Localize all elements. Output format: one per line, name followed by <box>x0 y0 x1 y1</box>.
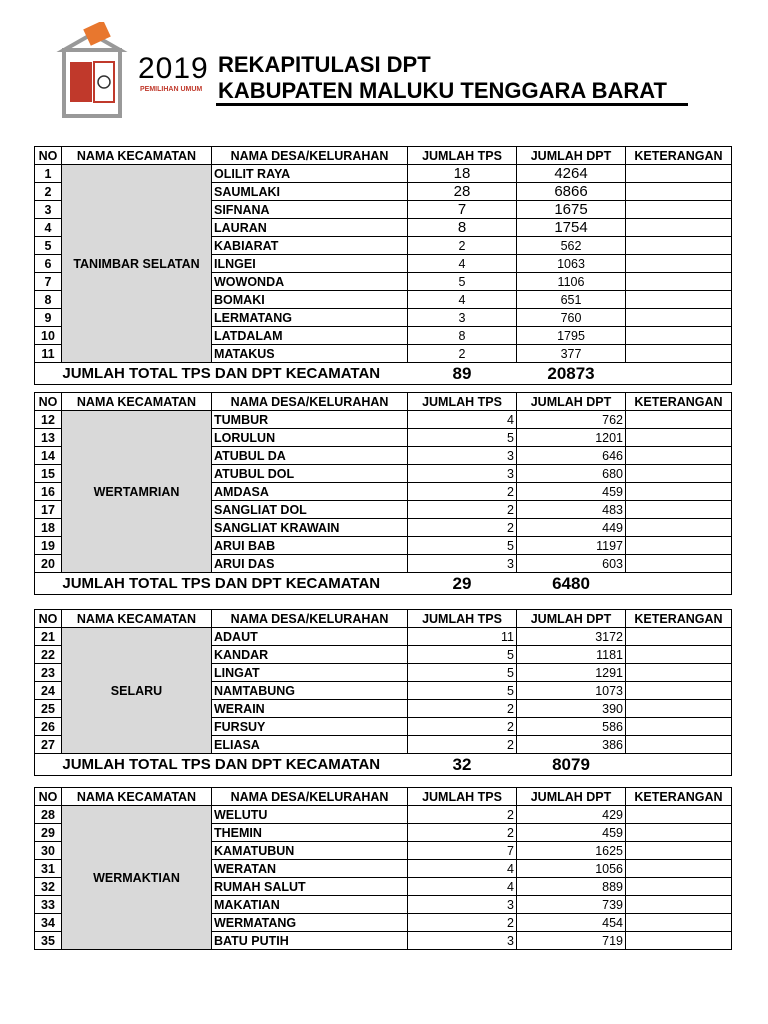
row-number: 19 <box>35 537 62 555</box>
row-number: 10 <box>35 327 62 345</box>
desa-name: THEMIN <box>212 824 408 842</box>
jumlah-dpt: 762 <box>517 411 626 429</box>
column-header: JUMLAH DPT <box>517 610 626 628</box>
keterangan <box>626 411 732 429</box>
column-header: NAMA KECAMATAN <box>62 147 212 165</box>
summary-row <box>35 754 732 776</box>
keterangan <box>626 628 732 646</box>
desa-name: KABIARAT <box>212 237 408 255</box>
section-table <box>34 146 732 385</box>
jumlah-tps: 3 <box>408 447 517 465</box>
desa-name: WELUTU <box>212 806 408 824</box>
pemilu-label: PEMILIHAN UMUM <box>140 86 203 93</box>
desa-name: ELIASA <box>212 736 408 754</box>
keterangan <box>626 824 732 842</box>
row-number: 33 <box>35 896 62 914</box>
row-number: 17 <box>35 501 62 519</box>
keterangan <box>626 483 732 501</box>
keterangan <box>626 860 732 878</box>
jumlah-dpt: 459 <box>517 824 626 842</box>
desa-name: KANDAR <box>212 646 408 664</box>
row-number: 13 <box>35 429 62 447</box>
row-number: 22 <box>35 646 62 664</box>
column-header: JUMLAH TPS <box>408 393 517 411</box>
jumlah-dpt: 449 <box>517 519 626 537</box>
jumlah-tps: 7 <box>408 842 517 860</box>
keterangan <box>626 237 732 255</box>
keterangan <box>626 519 732 537</box>
document-subtitle: KABUPATEN MALUKU TENGGARA BARAT <box>218 78 667 103</box>
jumlah-dpt: 562 <box>517 237 626 255</box>
jumlah-dpt: 719 <box>517 932 626 950</box>
summary-row <box>35 363 732 385</box>
column-header: NAMA KECAMATAN <box>62 393 212 411</box>
summary-label: JUMLAH TOTAL TPS DAN DPT KECAMATAN <box>35 754 408 776</box>
row-number: 31 <box>35 860 62 878</box>
column-header: NO <box>35 788 62 806</box>
column-header: NAMA DESA/KELURAHAN <box>212 610 408 628</box>
jumlah-tps: 3 <box>408 465 517 483</box>
jumlah-dpt: 429 <box>517 806 626 824</box>
desa-name: OLILIT RAYA <box>212 165 408 183</box>
row-number: 9 <box>35 309 62 327</box>
kecamatan-name: WERMAKTIAN <box>62 806 212 950</box>
keterangan <box>626 682 732 700</box>
jumlah-tps: 2 <box>408 483 517 501</box>
desa-name: FURSUY <box>212 718 408 736</box>
jumlah-dpt: 1675 <box>517 201 626 219</box>
desa-name: LAURAN <box>212 219 408 237</box>
desa-name: ILNGEI <box>212 255 408 273</box>
row-number: 21 <box>35 628 62 646</box>
jumlah-dpt: 739 <box>517 896 626 914</box>
jumlah-tps: 2 <box>408 824 517 842</box>
jumlah-tps: 8 <box>408 327 517 345</box>
jumlah-dpt: 1754 <box>517 219 626 237</box>
row-number: 4 <box>35 219 62 237</box>
row-number: 2 <box>35 183 62 201</box>
jumlah-tps: 2 <box>408 914 517 932</box>
keterangan <box>626 736 732 754</box>
jumlah-tps: 3 <box>408 896 517 914</box>
jumlah-tps: 8 <box>408 219 517 237</box>
desa-name: ARUI DAS <box>212 555 408 573</box>
row-number: 8 <box>35 291 62 309</box>
jumlah-dpt: 603 <box>517 555 626 573</box>
desa-name: KAMATUBUN <box>212 842 408 860</box>
jumlah-dpt: 1197 <box>517 537 626 555</box>
jumlah-dpt: 6866 <box>517 183 626 201</box>
row-number: 7 <box>35 273 62 291</box>
row-number: 29 <box>35 824 62 842</box>
section-table <box>34 787 732 950</box>
jumlah-dpt: 1795 <box>517 327 626 345</box>
jumlah-dpt: 889 <box>517 878 626 896</box>
row-number: 12 <box>35 411 62 429</box>
column-header: NO <box>35 147 62 165</box>
row-number: 3 <box>35 201 62 219</box>
jumlah-dpt: 646 <box>517 447 626 465</box>
column-header: KETERANGAN <box>626 610 732 628</box>
column-header: JUMLAH DPT <box>517 788 626 806</box>
summary-row <box>35 573 732 595</box>
column-header: JUMLAH TPS <box>408 788 517 806</box>
jumlah-dpt: 1201 <box>517 429 626 447</box>
total-tps: 32 <box>408 754 517 776</box>
desa-name: ADAUT <box>212 628 408 646</box>
row-number: 1 <box>35 165 62 183</box>
keterangan <box>626 219 732 237</box>
jumlah-dpt: 1625 <box>517 842 626 860</box>
summary-blank <box>626 363 732 385</box>
jumlah-tps: 7 <box>408 201 517 219</box>
jumlah-dpt: 386 <box>517 736 626 754</box>
jumlah-tps: 2 <box>408 806 517 824</box>
kecamatan-name: SELARU <box>62 628 212 754</box>
jumlah-dpt: 3172 <box>517 628 626 646</box>
election-year: 2019 <box>138 52 209 85</box>
header-row <box>35 147 732 165</box>
desa-name: LERMATANG <box>212 309 408 327</box>
row-number: 11 <box>35 345 62 363</box>
desa-name: WERATAN <box>212 860 408 878</box>
row-number: 16 <box>35 483 62 501</box>
row-number: 32 <box>35 878 62 896</box>
kpu-ballot-box-logo <box>56 22 128 120</box>
jumlah-dpt: 680 <box>517 465 626 483</box>
jumlah-dpt: 4264 <box>517 165 626 183</box>
row-number: 6 <box>35 255 62 273</box>
table-row <box>35 411 732 429</box>
header-row <box>35 788 732 806</box>
total-dpt: 8079 <box>517 754 626 776</box>
keterangan <box>626 183 732 201</box>
row-number: 28 <box>35 806 62 824</box>
keterangan <box>626 309 732 327</box>
jumlah-tps: 28 <box>408 183 517 201</box>
jumlah-tps: 4 <box>408 411 517 429</box>
jumlah-tps: 2 <box>408 519 517 537</box>
keterangan <box>626 201 732 219</box>
desa-name: RUMAH SALUT <box>212 878 408 896</box>
table-row <box>35 165 732 183</box>
jumlah-dpt: 377 <box>517 345 626 363</box>
keterangan <box>626 718 732 736</box>
jumlah-tps: 2 <box>408 700 517 718</box>
desa-name: MATAKUS <box>212 345 408 363</box>
column-header: KETERANGAN <box>626 147 732 165</box>
column-header: KETERANGAN <box>626 393 732 411</box>
jumlah-dpt: 459 <box>517 483 626 501</box>
column-header: JUMLAH TPS <box>408 147 517 165</box>
row-number: 35 <box>35 932 62 950</box>
jumlah-tps: 3 <box>408 932 517 950</box>
jumlah-tps: 2 <box>408 345 517 363</box>
column-header: NAMA KECAMATAN <box>62 610 212 628</box>
jumlah-tps: 4 <box>408 255 517 273</box>
total-dpt: 20873 <box>517 363 626 385</box>
jumlah-tps: 2 <box>408 718 517 736</box>
keterangan <box>626 842 732 860</box>
desa-name: LORULUN <box>212 429 408 447</box>
total-dpt: 6480 <box>517 573 626 595</box>
keterangan <box>626 465 732 483</box>
desa-name: BATU PUTIH <box>212 932 408 950</box>
desa-name: WOWONDA <box>212 273 408 291</box>
row-number: 25 <box>35 700 62 718</box>
summary-blank <box>626 754 732 776</box>
desa-name: SIFNANA <box>212 201 408 219</box>
section-table <box>34 609 732 776</box>
desa-name: AMDASA <box>212 483 408 501</box>
jumlah-tps: 5 <box>408 273 517 291</box>
keterangan <box>626 291 732 309</box>
keterangan <box>626 664 732 682</box>
summary-label: JUMLAH TOTAL TPS DAN DPT KECAMATAN <box>35 363 408 385</box>
desa-name: LATDALAM <box>212 327 408 345</box>
desa-name: SANGLIAT KRAWAIN <box>212 519 408 537</box>
total-tps: 29 <box>408 573 517 595</box>
jumlah-tps: 2 <box>408 501 517 519</box>
jumlah-tps: 2 <box>408 736 517 754</box>
title-underline <box>216 103 688 106</box>
jumlah-dpt: 1073 <box>517 682 626 700</box>
desa-name: WERMATANG <box>212 914 408 932</box>
jumlah-dpt: 454 <box>517 914 626 932</box>
summary-blank <box>626 573 732 595</box>
desa-name: ATUBUL DA <box>212 447 408 465</box>
document-header <box>0 0 768 140</box>
jumlah-tps: 11 <box>408 628 517 646</box>
row-number: 34 <box>35 914 62 932</box>
desa-name: SAUMLAKI <box>212 183 408 201</box>
keterangan <box>626 255 732 273</box>
keterangan <box>626 896 732 914</box>
column-header: JUMLAH DPT <box>517 393 626 411</box>
jumlah-tps: 5 <box>408 537 517 555</box>
document-title: REKAPITULASI DPT <box>218 52 431 77</box>
jumlah-dpt: 651 <box>517 291 626 309</box>
table-row <box>35 628 732 646</box>
keterangan <box>626 700 732 718</box>
jumlah-dpt: 1106 <box>517 273 626 291</box>
row-number: 20 <box>35 555 62 573</box>
keterangan <box>626 165 732 183</box>
keterangan <box>626 447 732 465</box>
desa-name: ARUI BAB <box>212 537 408 555</box>
keterangan <box>626 555 732 573</box>
jumlah-dpt: 760 <box>517 309 626 327</box>
row-number: 18 <box>35 519 62 537</box>
jumlah-dpt: 1181 <box>517 646 626 664</box>
header-row <box>35 393 732 411</box>
row-number: 23 <box>35 664 62 682</box>
desa-name: WERAIN <box>212 700 408 718</box>
column-header: JUMLAH DPT <box>517 147 626 165</box>
jumlah-dpt: 483 <box>517 501 626 519</box>
jumlah-dpt: 1056 <box>517 860 626 878</box>
row-number: 30 <box>35 842 62 860</box>
total-tps: 89 <box>408 363 517 385</box>
row-number: 14 <box>35 447 62 465</box>
jumlah-dpt: 1291 <box>517 664 626 682</box>
jumlah-tps: 4 <box>408 878 517 896</box>
kecamatan-name: WERTAMRIAN <box>62 411 212 573</box>
section-table <box>34 392 732 595</box>
kecamatan-name: TANIMBAR SELATAN <box>62 165 212 363</box>
jumlah-tps: 5 <box>408 429 517 447</box>
jumlah-tps: 3 <box>408 309 517 327</box>
column-header: NAMA DESA/KELURAHAN <box>212 147 408 165</box>
keterangan <box>626 273 732 291</box>
desa-name: BOMAKI <box>212 291 408 309</box>
header-row <box>35 610 732 628</box>
jumlah-tps: 3 <box>408 555 517 573</box>
desa-name: TUMBUR <box>212 411 408 429</box>
keterangan <box>626 429 732 447</box>
column-header: NAMA DESA/KELURAHAN <box>212 393 408 411</box>
desa-name: ATUBUL DOL <box>212 465 408 483</box>
row-number: 15 <box>35 465 62 483</box>
keterangan <box>626 501 732 519</box>
row-number: 5 <box>35 237 62 255</box>
jumlah-dpt: 1063 <box>517 255 626 273</box>
keterangan <box>626 806 732 824</box>
desa-name: MAKATIAN <box>212 896 408 914</box>
jumlah-tps: 4 <box>408 291 517 309</box>
jumlah-tps: 2 <box>408 237 517 255</box>
keterangan <box>626 932 732 950</box>
column-header: NAMA KECAMATAN <box>62 788 212 806</box>
table-row <box>35 806 732 824</box>
column-header: JUMLAH TPS <box>408 610 517 628</box>
jumlah-tps: 5 <box>408 664 517 682</box>
jumlah-tps: 5 <box>408 682 517 700</box>
row-number: 27 <box>35 736 62 754</box>
jumlah-tps: 4 <box>408 860 517 878</box>
jumlah-tps: 18 <box>408 165 517 183</box>
column-header: NO <box>35 610 62 628</box>
keterangan <box>626 345 732 363</box>
desa-name: SANGLIAT DOL <box>212 501 408 519</box>
summary-label: JUMLAH TOTAL TPS DAN DPT KECAMATAN <box>35 573 408 595</box>
desa-name: LINGAT <box>212 664 408 682</box>
keterangan <box>626 537 732 555</box>
keterangan <box>626 914 732 932</box>
desa-name: NAMTABUNG <box>212 682 408 700</box>
keterangan <box>626 327 732 345</box>
column-header: KETERANGAN <box>626 788 732 806</box>
row-number: 24 <box>35 682 62 700</box>
jumlah-dpt: 390 <box>517 700 626 718</box>
column-header: NAMA DESA/KELURAHAN <box>212 788 408 806</box>
jumlah-dpt: 586 <box>517 718 626 736</box>
jumlah-tps: 5 <box>408 646 517 664</box>
row-number: 26 <box>35 718 62 736</box>
column-header: NO <box>35 393 62 411</box>
keterangan <box>626 646 732 664</box>
keterangan <box>626 878 732 896</box>
